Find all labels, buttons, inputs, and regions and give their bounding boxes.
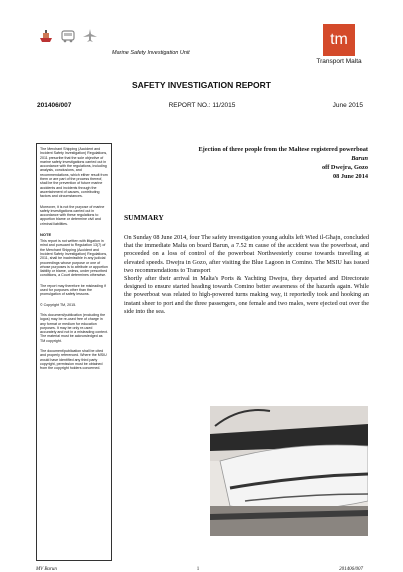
vessel-name: Barun	[351, 155, 368, 162]
sidebar-paragraph: Moreover, it is not the purpose of marine safety investigations carried out in accordance with these regulations to apportion blame or determine civil and criminal liabilities.	[40, 204, 105, 226]
sidebar-note-heading: NOTE	[40, 232, 52, 238]
tm-logo-caption: Transport Malta	[316, 58, 362, 65]
transport-icons	[36, 26, 100, 46]
transport-malta-logo	[310, 24, 368, 70]
bus-icon	[58, 26, 78, 46]
powerboat-photo	[210, 406, 368, 536]
report-heading: SAFETY INVESTIGATION REPORT	[131, 80, 271, 90]
sidebar-paragraph: The report may therefore be misleading if used for purposes other than the promulgation of safety lessons.	[40, 283, 106, 297]
report-date: June 2015	[332, 102, 363, 109]
sidebar-paragraph: The document/publication shall be cited and properly referenced. Where the MSIU would have identified any third party copyright, permission must be obtained from the copyright holders concerned.	[40, 348, 107, 371]
sidebar-copyright: © Copyright TM, 2015.	[40, 302, 77, 307]
footer-report-id: 201406/007	[339, 567, 363, 572]
sidebar-paragraph: This document/publication (excluding the logos) may be re-used free of charge in any format or medium for education purposes. It may be only re-used accurately and not in a misleading context. The material must be acknowledged as TM copyright.	[40, 312, 108, 343]
incident-date: 08 June 2014	[333, 173, 368, 180]
summary-heading: SUMMARY	[124, 213, 164, 222]
tm-logo-mark: tm	[323, 24, 355, 56]
report-title-block	[124, 145, 368, 181]
plane-icon	[80, 26, 100, 46]
summary-paragraph: On Sunday 08 June 2014, four The safety investigation young adults left Wied il-Għajn, concluded that the immediate Malta on board Barun, a 7.52 m cause of the accident was the powerboat, and proceeded on a loss of control of the powerboat Northwesterly course towards travelling at elevated speeds. Dwejra in Gozo, after visiting the Blue Lagoon in Comino. The MSIU has issued two recommendations to Transport	[124, 234, 369, 274]
summary-paragraph: Shortly after their arrival in Malta's Ports & Yachting Dwejra, they departed and Directorate designed to ensure started heading towards Comino better awareness of the hazards again. While the powerboat was related to high-powered turns making way, it reportedly took and hooking an instant sheer to port and the three passengers, one female and two males, were ejected out over the side into the sea.	[124, 275, 369, 315]
legal-notice-sidebar	[36, 143, 112, 561]
footer-vessel: MV Barun	[36, 567, 57, 572]
incident-location: off Dwejra, Gozo	[322, 164, 368, 171]
unit-name: Marine Safety Investigation Unit	[112, 50, 190, 56]
summary-body	[124, 234, 369, 316]
report-id: 201406/007	[37, 102, 72, 109]
sidebar-paragraph: The Merchant Shipping (Accident and Incident Safety Investigation) Regulations, 2011 prescribe that the sole objective of marine safety investigations carried out in accordance with the regulations, including analysis, conclusions, and recommendations, which either result from them or are part of the process thereof, shall be the prevention of future marine accidents and incidents through the ascertainment of causes, contributing factors and circumstances.	[40, 147, 108, 199]
ship-icon	[36, 26, 56, 46]
sidebar-paragraph: This report is not written with litigation in mind and pursuant to Regulation 13(7) of the Merchant Shipping (Accident and Incident Safety Investigation) Regulations, 2011, shall be inadmissible in any judicial proceedings whose purpose or one of whose purposes is to attribute or apportion liability or blame, unless, under prescribed conditions, a Court determines otherwise.	[40, 239, 108, 278]
report-title: Ejection of three people from the Maltese registered powerboat	[198, 146, 368, 153]
page-number: 1	[196, 567, 200, 572]
report-reference-row	[37, 102, 363, 109]
report-number: REPORT NO.: 11/2015	[168, 102, 236, 109]
